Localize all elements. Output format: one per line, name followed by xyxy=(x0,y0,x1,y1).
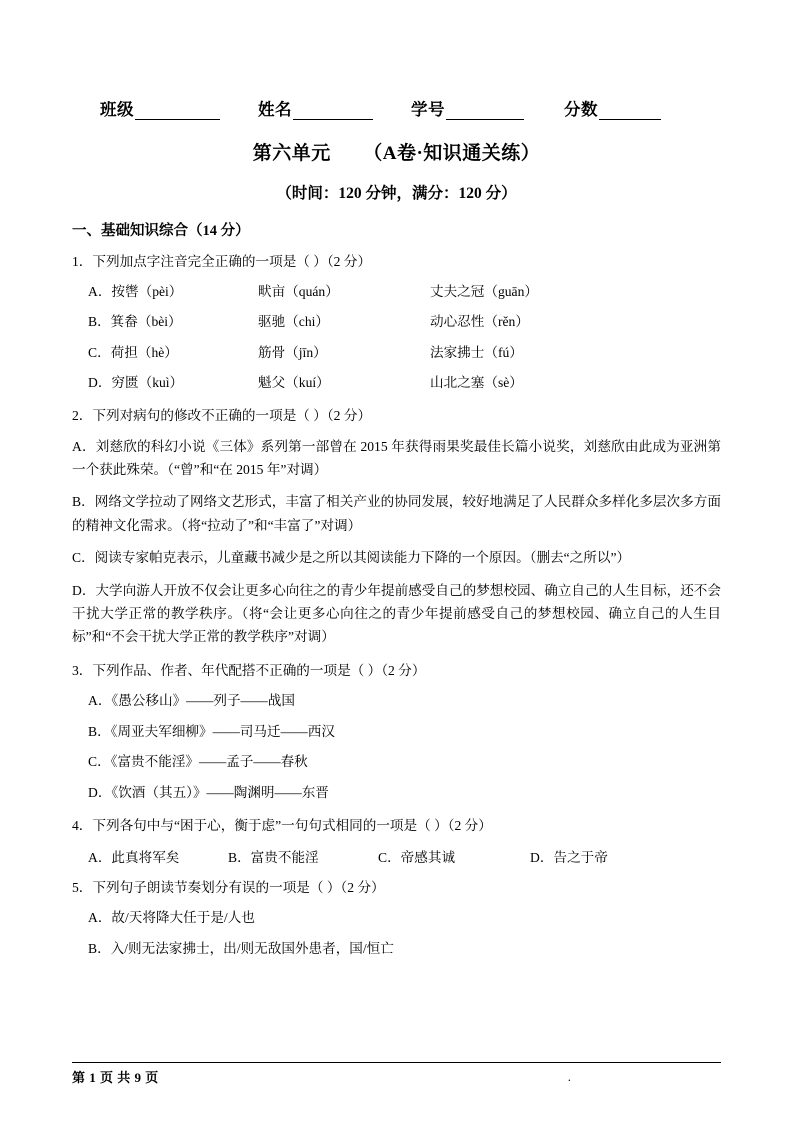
question-3-option-c: C．《富贵不能淫》——孟子——春秋 xyxy=(88,754,308,770)
score-blank[interactable] xyxy=(599,104,661,120)
score-label: 分数 xyxy=(564,100,598,119)
class-field xyxy=(100,96,220,120)
option-c-part3: 法家拂士（fú） xyxy=(430,344,523,360)
question-2-option-b: B．网络文学拉动了网络文艺形式，丰富了相关产业的协同发展，较好地满足了人民群众多样化多层次多方面的精神文化需求。（将“拉动了”和“丰富了”对调） xyxy=(72,494,721,533)
question-1-stem: 1．下列加点字注音完全正确的一项是（ ）（2 分） xyxy=(72,254,372,269)
question-4-options xyxy=(88,846,721,866)
paper-title: （A卷·知识通关练） xyxy=(363,143,541,164)
footer-dot: . xyxy=(567,1068,571,1084)
student-id-field xyxy=(411,96,524,120)
question-4-option-a: A．此真将军矣 xyxy=(88,849,180,865)
class-blank[interactable] xyxy=(135,104,220,120)
option-b-part3: 动心忍性（rěn） xyxy=(430,314,529,330)
question-3-option-b: B．《周亚夫军细柳》——司马迁——西汉 xyxy=(88,723,335,739)
student-id-label: 学号 xyxy=(411,100,445,119)
score-field xyxy=(564,96,661,120)
question-2-stem: 2．下列对病句的修改不正确的一项是（ ）（2 分） xyxy=(72,407,372,423)
question-3-option-a: A．《愚公移山》——列子——战国 xyxy=(88,692,295,708)
question-4-option-d: D．告之于帝 xyxy=(530,849,608,865)
option-d-part1: D．穷匮（kuì） xyxy=(88,375,184,391)
option-c-part1: C．荷担（hè） xyxy=(88,344,178,360)
question-3-option-d: D．《饮酒（其五）》——陶渊明——东晋 xyxy=(88,785,329,800)
class-label: 班级 xyxy=(100,100,134,119)
question-4-option-c: C．帝感其诚 xyxy=(378,849,456,865)
question-1-option-b xyxy=(72,312,721,332)
question-5-option-b: B．入/则无法家拂士，出/则无敌国外患者，国/恒亡 xyxy=(88,940,394,956)
question-1-option-a xyxy=(72,282,721,302)
student-info-line xyxy=(100,96,721,122)
question-5-option-a: A．故/天将降大任于是/人也 xyxy=(88,909,255,925)
option-a-part1: A．按辔（pèi） xyxy=(88,284,183,300)
student-id-blank[interactable] xyxy=(446,104,524,120)
name-blank[interactable] xyxy=(293,104,373,120)
option-b-part1: B．箕畚（bèi） xyxy=(88,314,182,330)
question-1-option-d xyxy=(72,373,721,393)
page-title xyxy=(72,138,721,165)
option-b-part2: 驱驰（chi） xyxy=(258,314,329,330)
unit-title: 第六单元 xyxy=(252,143,331,164)
section-heading-1: 一、基础知识综合（14 分） xyxy=(72,223,250,239)
question-2-option-d: D．大学向游人开放不仅会让更多心向往之的青少年提前感受自己的梦想校园、确立自己的人生目标，还不会干扰大学正常的教学秩序。（将“会让更多心向往之的青少年提前感受自己的梦想校园、确立自己的人生目标”和“不会干扰大学正常的教学秩序”对调） xyxy=(72,582,721,645)
option-a-part2: 畎亩（quán） xyxy=(258,284,339,300)
page-number: 第 1 页 共 9 页 xyxy=(72,1070,159,1085)
question-2-option-a: A．刘慈欣的科幻小说《三体》系列第一部曾在 2015 年获得雨果奖最佳长篇小说奖，刘慈欣由此成为亚洲第一个获此殊荣。（“曾”和“在 2015 年”对调） xyxy=(72,438,721,478)
question-4-option-b: B．富贵不能淫 xyxy=(228,849,319,865)
page-footer xyxy=(72,1062,721,1086)
question-3-stem: 3．下列作品、作者、年代配搭不正确的一项是（ ）（2 分） xyxy=(72,662,426,678)
option-d-part2: 魁父（kuí） xyxy=(258,375,330,391)
question-1-option-c xyxy=(72,343,721,363)
option-a-part3: 丈夫之冠（guān） xyxy=(430,284,538,300)
question-4-stem: 4．下列各句中与“困于心，衡于虑”一句句式相同的一项是（ ）（2 分） xyxy=(72,817,492,833)
option-c-part2: 筋骨（jīn） xyxy=(258,344,327,360)
question-2-option-c: C．阅读专家帕克表示，儿童藏书减少是之所以其阅读能力下降的一个原因。（删去“之所以”） xyxy=(72,550,631,566)
name-label: 姓名 xyxy=(258,100,292,119)
option-d-part3: 山北之塞（sè） xyxy=(430,375,523,391)
exam-meta: （时间：120 分钟，满分：120 分） xyxy=(276,185,517,202)
question-5-stem: 5．下列句子朗读节奏划分有误的一项是（ ）（2 分） xyxy=(72,879,385,895)
name-field xyxy=(258,96,373,120)
